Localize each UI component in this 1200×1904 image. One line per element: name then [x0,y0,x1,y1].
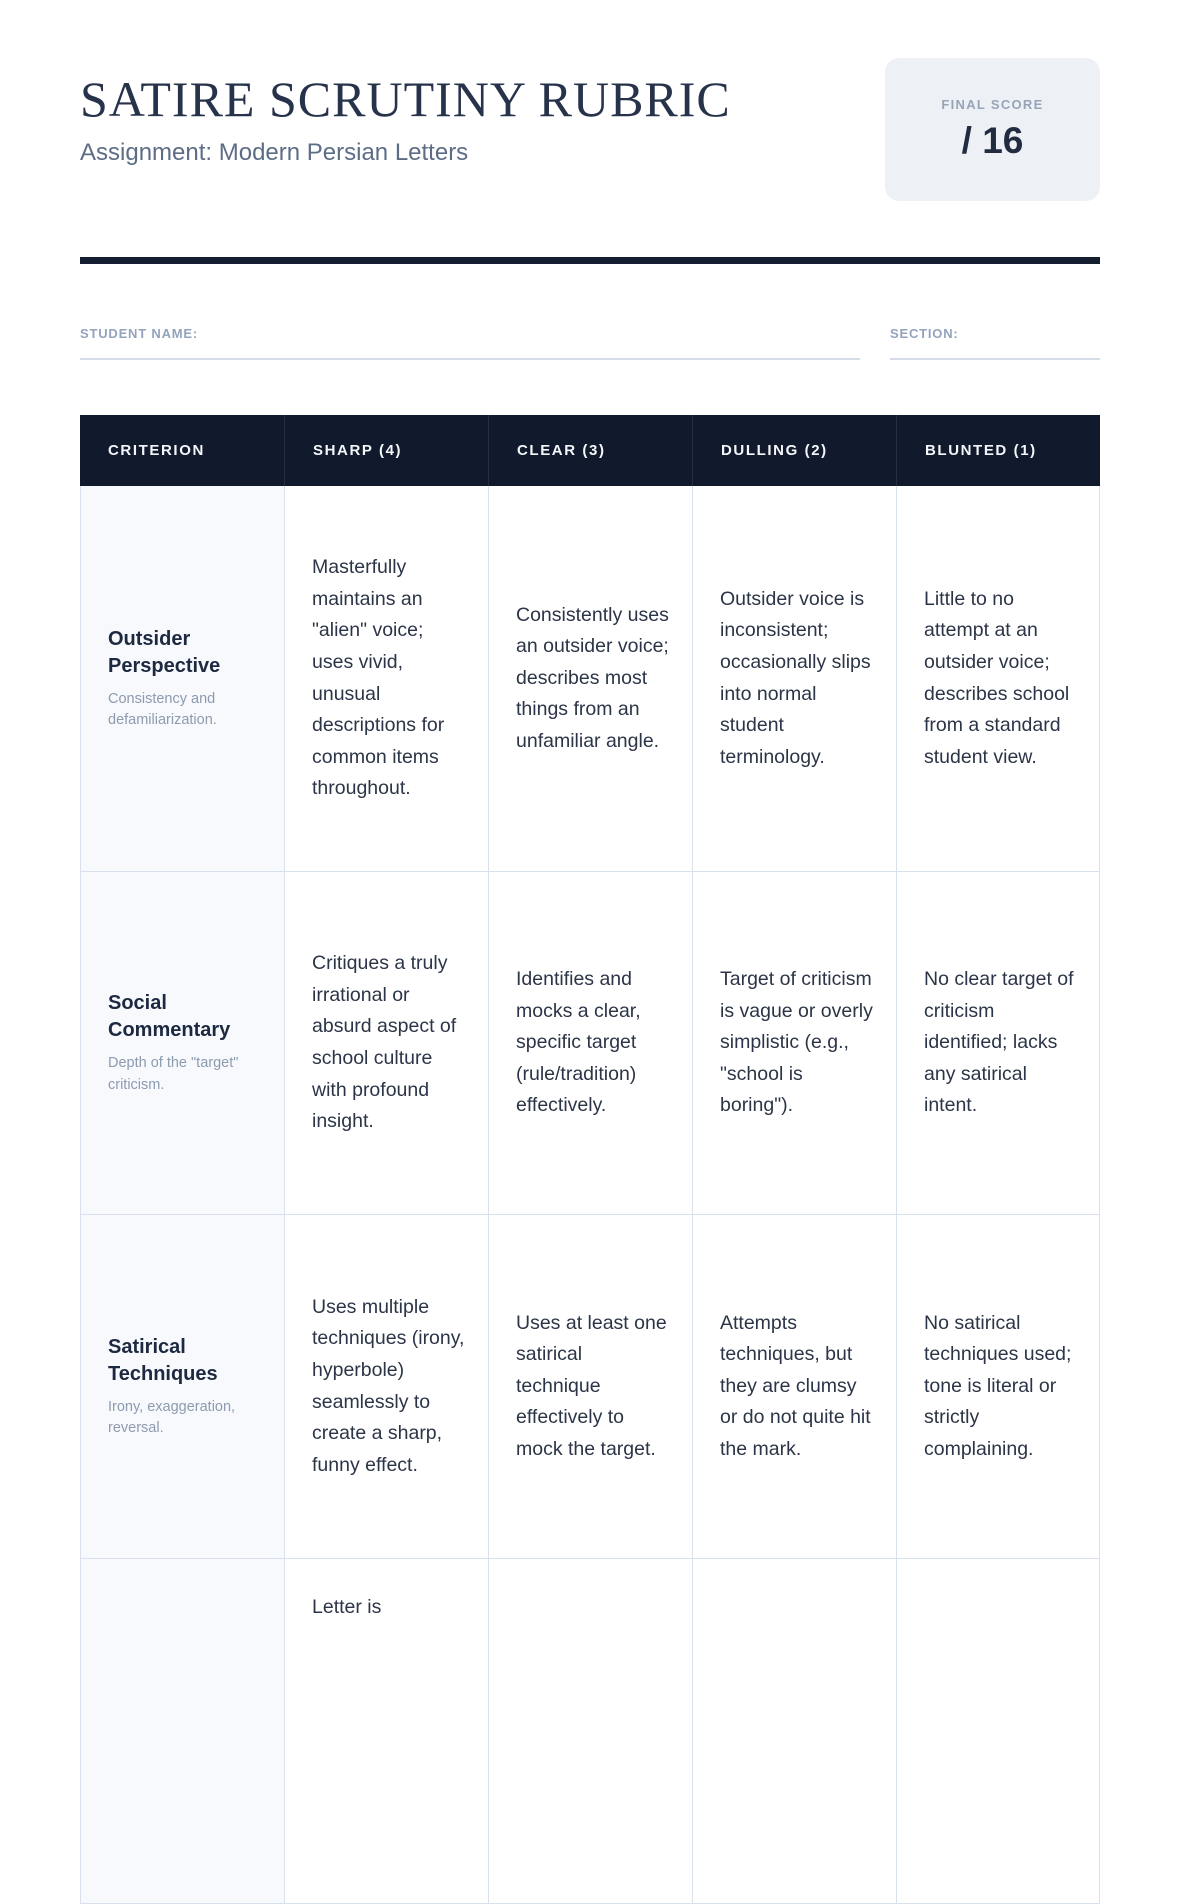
rubric-cell-dulling: Attempts techniques, but they are clumsy or do not quite hit the mark. [692,1215,896,1558]
student-info-row [80,326,1100,360]
rubric-cell-clear: Identifies and mocks a clear, specific target (rule/tradition) effectively. [488,872,692,1214]
criterion-note: Irony, exaggeration, reversal. [108,1398,236,1436]
criterion-title: Social Commentary [108,992,231,1042]
rubric-cell-clear: Consistently uses an outsider voice; describes most things from an unfamiliar angle. [488,486,692,871]
column-header-blunted: BLUNTED (1) [896,415,1100,486]
rubric-cell-clear: Uses at least one satirical technique effectively to mock the target. [488,1215,692,1558]
rubric-cell-blunted: No clear target of criticism identified; lacks any satirical intent. [896,872,1100,1214]
table-row [80,872,1100,1215]
criterion-cell-social-commentary [80,872,284,1214]
page-header [80,58,1100,203]
final-score-label: FINAL SCORE [941,97,1044,112]
rubric-cell-blunted [896,1559,1100,1903]
divider-rule [80,257,1100,264]
assignment-subtitle: Assignment: Modern Persian Letters [80,139,469,166]
section-label: SECTION: [890,326,959,341]
column-header-sharp: SHARP (4) [284,415,488,486]
rubric-cell-dulling: Outsider voice is inconsistent; occasionally slips into normal student terminology. [692,486,896,871]
rubric-cell-clear [488,1559,692,1903]
criterion-cell-satirical-techniques [80,1215,284,1558]
column-header-criterion: CRITERION [108,442,205,459]
table-header-row [80,415,1100,486]
criterion-note: Depth of the "target" criticism. [108,1055,239,1093]
criterion-title: Satirical Techniques [108,1335,218,1385]
column-header-clear: CLEAR (3) [488,415,692,486]
table-row [80,486,1100,872]
table-row [80,1215,1100,1559]
rubric-cell-blunted: Little to no attempt at an outsider voice; describes school from a standard student view. [896,486,1100,871]
criterion-title: Outsider Perspective [108,627,221,677]
rubric-cell-dulling: Target of criticism is vague or overly simplistic (e.g., "school is boring"). [692,872,896,1214]
title-block [80,58,731,167]
rubric-cell-blunted: No satirical techniques used; tone is literal or strictly complaining. [896,1215,1100,1558]
rubric-cell-sharp: Letter is [284,1559,488,1903]
section-field [890,326,1100,360]
student-name-input[interactable] [80,358,860,360]
rubric-cell-sharp: Critiques a truly irrational or absurd aspect of school culture with profound insight. [284,872,488,1214]
criterion-cell-outsider-perspective [80,486,284,871]
section-input[interactable] [890,358,1100,360]
rubric-cell-sharp: Uses multiple techniques (irony, hyperbole) seamlessly to create a sharp, funny effect. [284,1215,488,1558]
column-header-dulling: DULLING (2) [692,415,896,486]
rubric-cell-dulling [692,1559,896,1903]
page-title: SATIRE SCRUTINY RUBRIC [80,71,731,127]
final-score-box [885,58,1100,201]
student-name-label: STUDENT NAME: [80,326,199,341]
rubric-table [80,415,1100,1904]
final-score-value: / 16 [961,120,1024,161]
criterion-cell-clipped [80,1559,284,1903]
table-row [80,1559,1100,1904]
rubric-cell-sharp: Masterfully maintains an "alien" voice; uses vivid, unusual descriptions for common items throughout. [284,486,488,871]
student-name-field [80,326,860,360]
criterion-note: Consistency and defamiliarization. [108,690,217,728]
